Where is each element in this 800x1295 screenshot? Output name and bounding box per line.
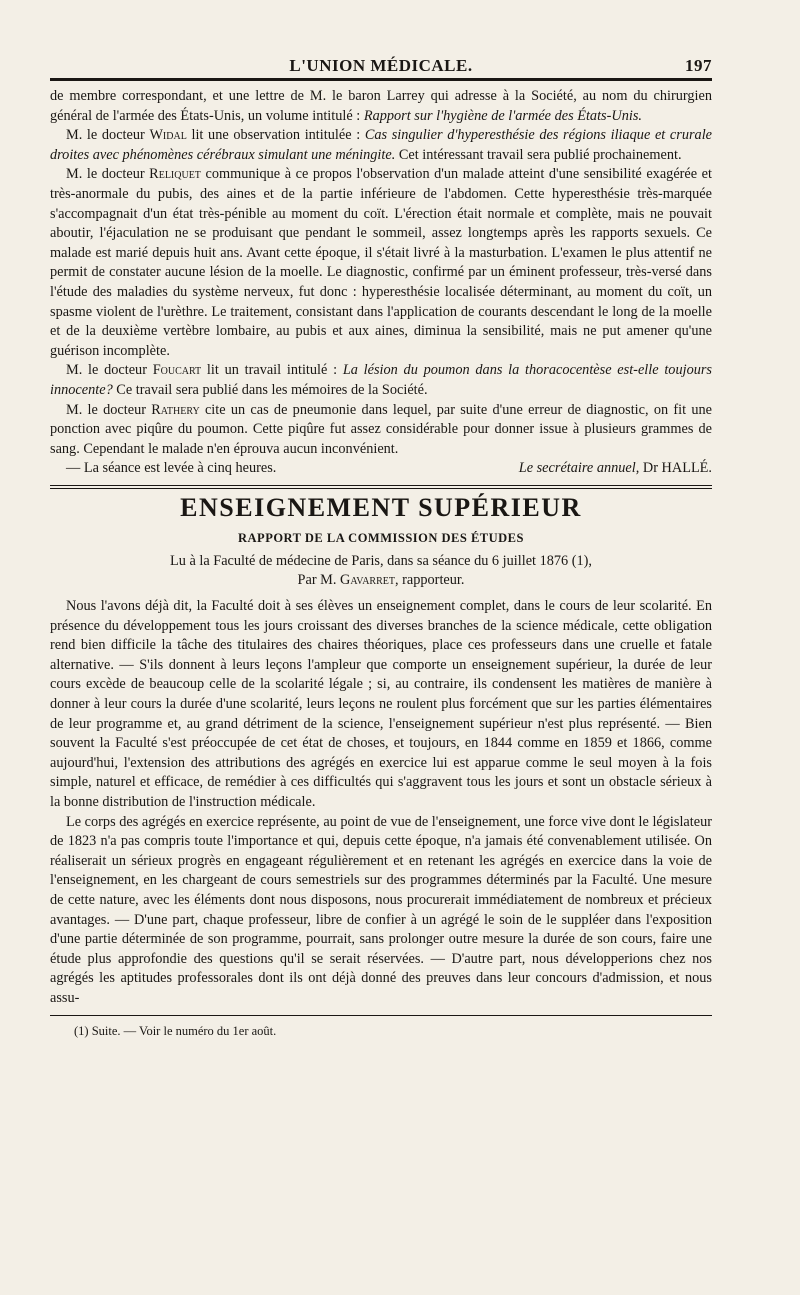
paragraph-widal: M. le docteur Widal lit une observation intitulée : Cas singulier d'hyperesthésie des régions iliaque et crurale droites avec phénomènes cérébraux simulant une méningite. Cet intéressant travail sera publié prochainement. xyxy=(50,127,713,163)
paragraph-rathery: M. le docteur Rathery cite un cas de pneumonie dans lequel, par suite d'une erreur de diagnostic, on fit une ponction avec piqûre du poumon. Cette piqûre fut assez considérable pour donner issue à plusieurs grammes de sang. Cependant le malade n'en éprouva aucun inconvénient. xyxy=(50,401,712,457)
footnote-rule xyxy=(50,1015,712,1016)
paragraph-enseignement-1: Nous l'avons déjà dit, la Faculté doit à ses élèves un enseignement complet, dans le cours de leur scolarité. En présence du développement tous les jours croissant des diverses branches de la science médicale, cette obligation rend bien difficile la tâche des titulaires des chaires théoriques, place ces professeurs dans une cruelle et fatale alternative. — S'ils donnent à leurs leçons l'ampleur que comporte un enseignement supérieur, la durée de leur cours excède de beaucoup celle de la scolarité légale ; si, au contraire, ils condensent les matières de manière à donner à leur cours la durée d'une scolarité, leurs leçons ne roulent plus forcément que sur les parties élémentaires de leur programme et, au grand détriment de la science, l'enseignement supérieur n'est plus représenté. — Bien souvent la Faculté s'est préoccupée de cet état de choses, et toujours, en 1844 comme en 1859 et 1866, comme aujourd'hui, l'extension des attributions des agrégés en exercice lui est apparue comme le seul moyen à la fois simple, naturel et efficace, de remédier à ces difficultés qui s'aggravent tous les jours et sont un obstacle sérieux à la bonne distribution de l'instruction médicale. xyxy=(50,598,712,810)
paragraph-foucart: M. le docteur Foucart lit un travail intitulé : La lésion du poumon dans la thoracocentèse est-elle toujours innocente? Ce travail sera publié dans les mémoires de la Société. xyxy=(50,362,712,398)
paragraph-larrey: de membre correspondant, et une lettre de M. le baron Larrey qui adresse à la Société, au nom du chirurgien général de l'armée des États-Unis, un volume intitulé : Rapport sur l'hygiène de l'armée des États-Unis. xyxy=(50,88,712,124)
section-title: ENSEIGNEMENT SUPÉRIEUR xyxy=(180,492,582,522)
section-divider xyxy=(50,485,712,489)
running-head xyxy=(50,48,712,78)
report-reading-line: Lu à la Faculté de médecine de Paris, dans sa séance du 6 juillet 1876 (1), xyxy=(169,552,593,569)
page-number: 197 xyxy=(685,56,712,75)
paragraph-seance-levee: — La séance est levée à cinq heures. xyxy=(66,460,277,477)
page xyxy=(50,48,712,1040)
signature: Le secrétaire annuel, Dr HALLÉ. xyxy=(518,460,712,477)
journal-title: L'UNION MÉDICALE. xyxy=(289,56,473,75)
paragraph-reliquet: M. le docteur Reliquet communique à ce propos l'observation d'un malade atteint d'une sensibilité exagérée et très-anormale du pubis, des aines et de la partie inférieure de l'abdomen. Cette hyperesthésie très-marquée s'accompagnait d'un état très-pénible au moment du coït. L'érection était normale et complète, mais ne pouvait aboutir, l'éjaculation ne se produisant que pendant le sommeil, assez longtemps après les rapports sexuels. Ce malade est marié depuis huit ans. Avant cette époque, il s'était livré à la masturbation. L'examen le plus attentif ne permit de constater aucune lésion de la moelle. Le diagnostic, confirmé par un éminent professeur, très-versé dans l'étude des maladies du système nerveux, fut donc : hyperesthésie localisée déterminant, au moment du coït, un spasme violent de l'urèthre. Le traitement, consistant dans l'application de courants descendant le long de la moelle et de la deuxième vertèbre lombaire, au pubis et aux aines, diminua la sensibilité, mais ne put amener qu'une guérison incomplète. xyxy=(50,166,713,359)
section-subtitle: RAPPORT DE LA COMMISSION DES ÉTUDES xyxy=(238,530,524,545)
report-author-line: Par M. Gavarret, rapporteur. xyxy=(297,572,465,589)
footnote: (1) Suite. — Voir le numéro du 1er août. xyxy=(74,1023,277,1038)
paragraph-enseignement-2: Le corps des agrégés en exercice représente, au point de vue de l'enseignement, une force vive dont le législateur de 1823 n'a pas compris toute l'importance et qui, depuis cette époque, n'a jamais été convenablement utilisée. On réaliserait un sérieux progrès en engageant régulièrement et en retenant les agrégés en exercice dans la voie de l'enseignement, en les chargeant de cours semestriels sur des programmes déterminés par la Faculté. Une mesure de cette nature, avec les éléments dont nous disposons, nous procurerait immédiatement de nombreux et précieux avantages. — D'une part, chaque professeur, libre de confier à un agrégé le soin de le suppléer dans l'exposition d'une partie déterminée de son programme, pourrait, sans prolonger outre mesure la durée de son cours, faire une étude plus approfondie des questions qu'il se serait réservées. — D'autre part, nous développerions chez nos agrégés les aptitudes professorales dont ils ont déjà donné des preuves dans leur concours d'admission, et nous assu- xyxy=(50,813,712,1006)
